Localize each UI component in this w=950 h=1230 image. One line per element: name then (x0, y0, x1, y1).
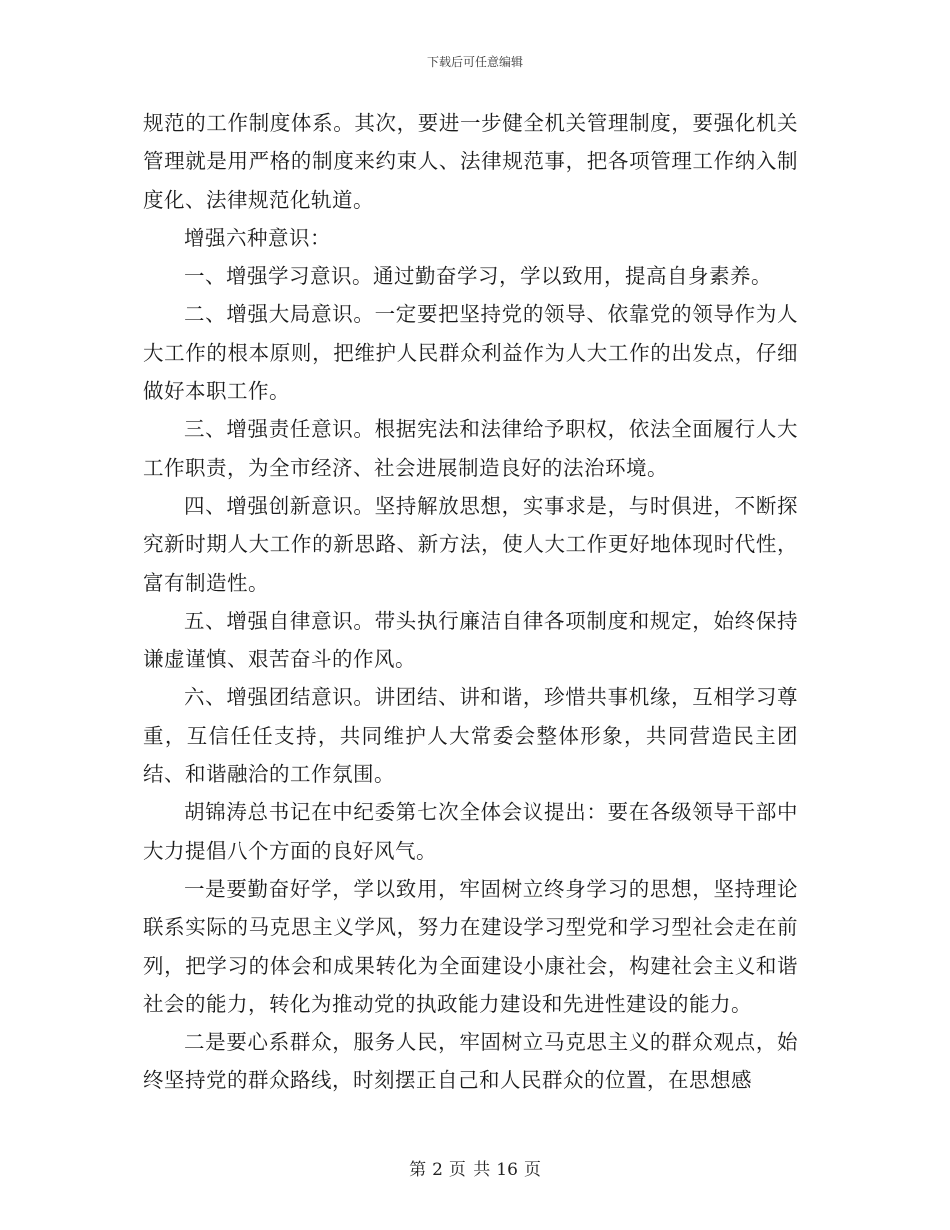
page-header: 下载后可任意编辑 (426, 55, 523, 69)
paragraph: 二、增强大局意识。一定要把坚持党的领导、依靠党的领导作为人大工作的根本原则，把维护人民群众利益作为人大工作的出发点，仔细做好本职工作。 (143, 302, 798, 404)
document-body (143, 104, 798, 1100)
paragraph: 规范的工作制度体系。其次，要进一步健全机关管理制度，要强化机关管理就是用严格的制度来约束人、法律规范事，把各项管理工作纳入制度化、法律规范化轨道。 (143, 111, 798, 212)
paragraph: 一是要勤奋好学，学以致用，牢固树立终身学习的思想，坚持理论联系实际的马克思主义学风，努力在建设学习型党和学习型社会走在前列，把学习的体会和成果转化为全面建设小康社会，构建社会主义和谐社会的能力，转化为推动党的执政能力建设和先进性建设的能力。 (143, 876, 798, 1016)
footer-prefix: 第 (409, 1160, 427, 1180)
paragraph: 一、增强学习意识。通过勤奋学习，学以致用，提高自身素养。 (184, 264, 772, 289)
paragraph: 胡锦涛总书记在中纪委第七次全体会议提出：要在各级领导干部中大力提倡八个方面的良好风气。 (143, 800, 798, 863)
total-page-count: 16 (496, 1160, 518, 1180)
paragraph: 三、增强责任意识。根据宪法和法律给予职权，依法全面履行人大工作职责，为全市经济、社会进展制造良好的法治环境。 (143, 417, 798, 480)
footer-middle: 页 共 (448, 1160, 491, 1180)
paragraph: 增强六种意识： (184, 225, 331, 250)
paragraph: 六、增强团结意识。讲团结、讲和谐，珍惜共事机缘，互相学习尊重，互信任任支持，共同维护人大常委会整体形象，共同营造民主团结、和谐融洽的工作氛围。 (143, 685, 798, 787)
footer-suffix: 页 (523, 1160, 541, 1180)
paragraph: 五、增强自律意识。带头执行廉洁自律各项制度和规定，始终保持谦虚谨慎、艰苦奋斗的作风。 (143, 608, 798, 672)
current-page-number: 2 (432, 1160, 443, 1180)
paragraph: 四、增强创新意识。坚持解放思想，实事求是，与时俱进，不断探究新时期人大工作的新思路、新方法，使人大工作更好地体现时代性，富有制造性。 (143, 493, 798, 595)
page-footer (0, 1155, 950, 1180)
paragraph: 二是要心系群众，服务人民，牢固树立马克思主义的群众观点，始终坚持党的群众路线，时刻摆正自己和人民群众的位置，在思想感 (143, 1030, 798, 1093)
